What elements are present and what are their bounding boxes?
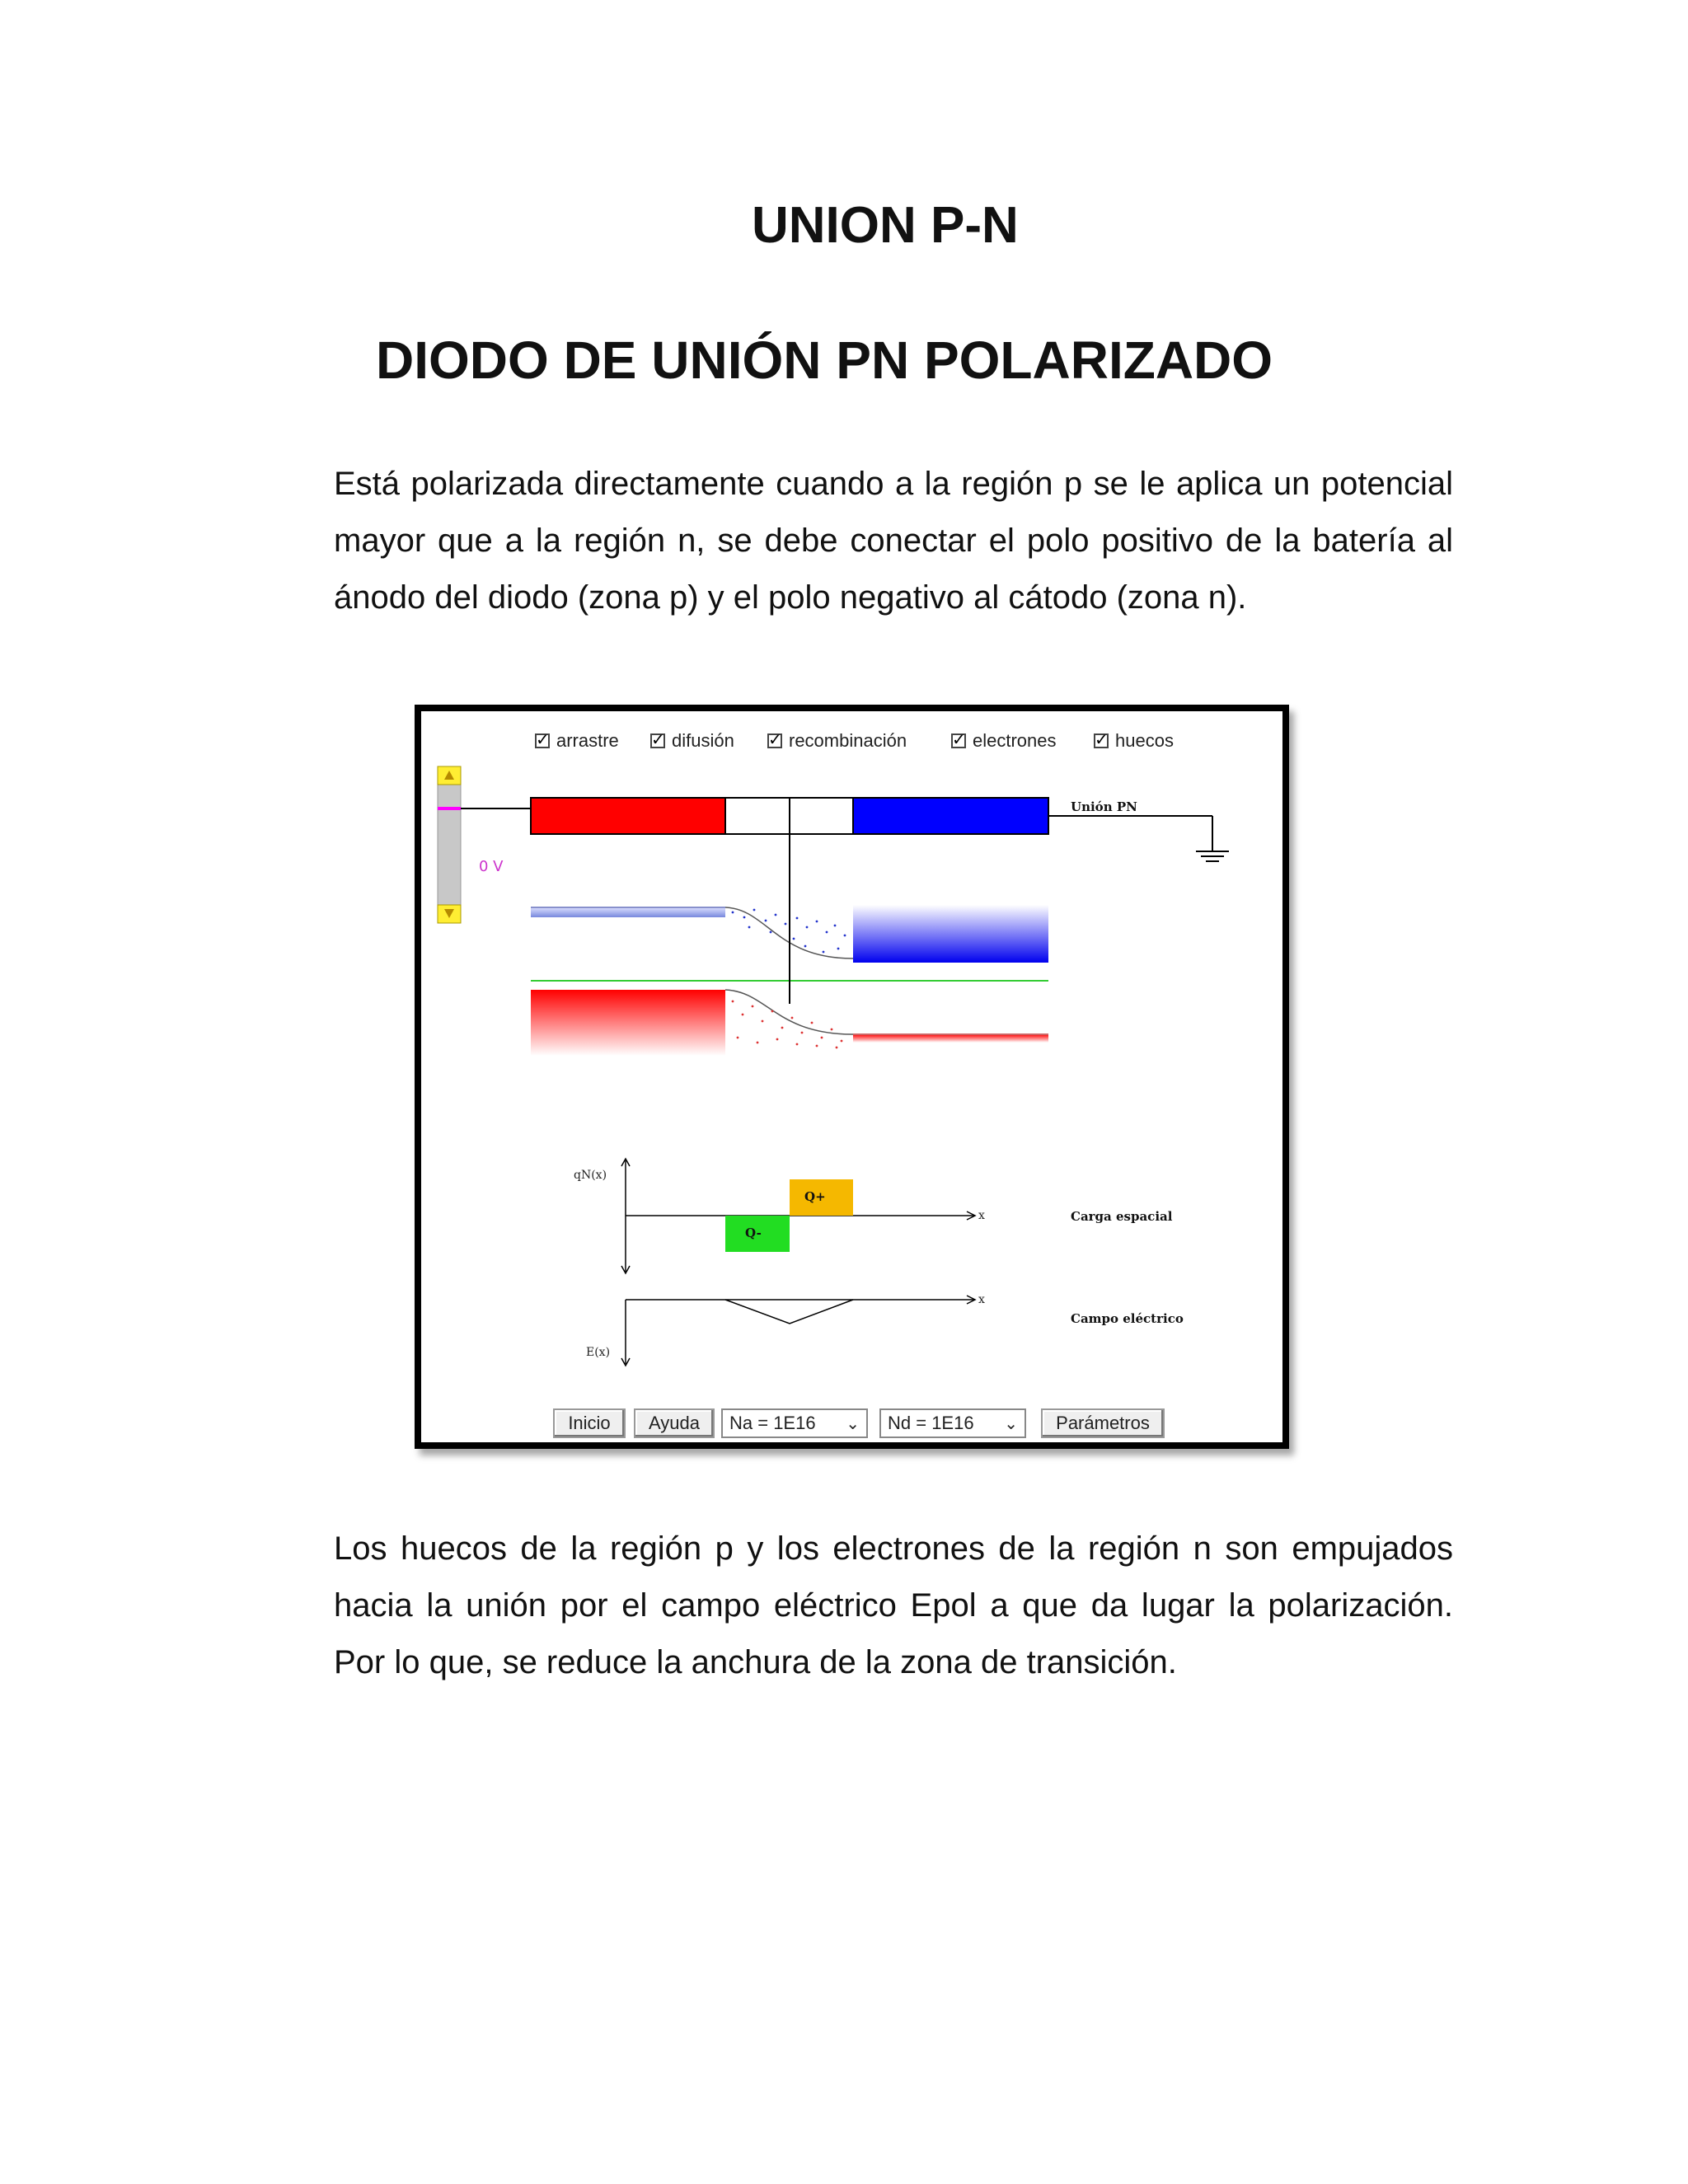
n-region-bar bbox=[853, 798, 1048, 834]
checkbox-label: arrastre bbox=[556, 730, 619, 751]
q-plus-label: Q+ bbox=[804, 1189, 826, 1204]
depletion-left bbox=[725, 798, 790, 834]
ayuda-button[interactable]: Ayuda bbox=[634, 1408, 715, 1438]
simulation-canvas bbox=[421, 711, 1282, 1442]
parametros-button[interactable]: Parámetros bbox=[1041, 1408, 1165, 1438]
na-select-value: Na = 1E16 bbox=[729, 1413, 816, 1433]
chevron-down-icon[interactable]: ⌄ bbox=[846, 1415, 860, 1433]
checkbox-electrones[interactable] bbox=[951, 729, 1057, 752]
checkbox-icon[interactable] bbox=[951, 733, 966, 748]
checkbox-recombinacion[interactable] bbox=[767, 729, 907, 752]
section-title: DIODO DE UNIÓN PN POLARIZADO bbox=[376, 330, 1273, 390]
inicio-button[interactable]: Inicio bbox=[553, 1408, 626, 1438]
checkbox-icon[interactable] bbox=[650, 733, 665, 748]
page-heading: UNION P-N bbox=[752, 197, 1019, 254]
checkbox-label: electrones bbox=[973, 730, 1057, 751]
checkbox-huecos[interactable] bbox=[1094, 729, 1174, 752]
na-select[interactable] bbox=[721, 1408, 868, 1438]
ground-icon bbox=[1196, 851, 1229, 861]
checkbox-icon[interactable] bbox=[1094, 733, 1109, 748]
field-x-label: x bbox=[978, 1293, 985, 1306]
pn-junction-simulation bbox=[415, 705, 1289, 1449]
chevron-down-icon[interactable]: ⌄ bbox=[1004, 1415, 1018, 1433]
charge-x-label: x bbox=[978, 1209, 985, 1222]
charge-label: Carga espacial bbox=[1071, 1209, 1173, 1224]
checkbox-label: huecos bbox=[1115, 730, 1174, 751]
p-region-bar bbox=[531, 798, 725, 834]
explanation-paragraph: Los huecos de la región p y los electrones de la región n son empujados hacia la unión por el campo eléctrico Epol a que da lugar la polarización. Por lo que, se reduce la anchura de la zona de transición. bbox=[334, 1530, 1453, 1680]
intro-paragraph: Está polarizada directamente cuando a la región p se le aplica un potencial mayor que a la región n, se debe conectar el polo positivo de la batería al ánodo del diodo (zona p) y el polo negativo al cátodo (zona n). bbox=[334, 466, 1453, 616]
charge-axis-label: qN(x) bbox=[574, 1169, 607, 1182]
nd-select[interactable] bbox=[879, 1408, 1026, 1438]
q-minus-label: Q- bbox=[745, 1226, 762, 1240]
field-label: Campo eléctrico bbox=[1071, 1311, 1184, 1326]
checkbox-arrastre[interactable] bbox=[535, 729, 619, 752]
checkbox-icon[interactable] bbox=[535, 733, 550, 748]
nd-select-value: Nd = 1E16 bbox=[888, 1413, 974, 1433]
voltage-readout: 0 V bbox=[479, 858, 504, 875]
voltage-slider-track[interactable] bbox=[438, 766, 461, 923]
checkbox-label: difusión bbox=[672, 730, 734, 751]
checkbox-icon[interactable] bbox=[767, 733, 782, 748]
checkbox-label: recombinación bbox=[789, 730, 907, 751]
union-label: Unión PN bbox=[1071, 799, 1137, 814]
depletion-right bbox=[790, 798, 853, 834]
slider-thumb-marker[interactable] bbox=[438, 807, 461, 810]
checkbox-difusion[interactable] bbox=[650, 729, 734, 752]
field-axis-label: E(x) bbox=[586, 1346, 611, 1359]
